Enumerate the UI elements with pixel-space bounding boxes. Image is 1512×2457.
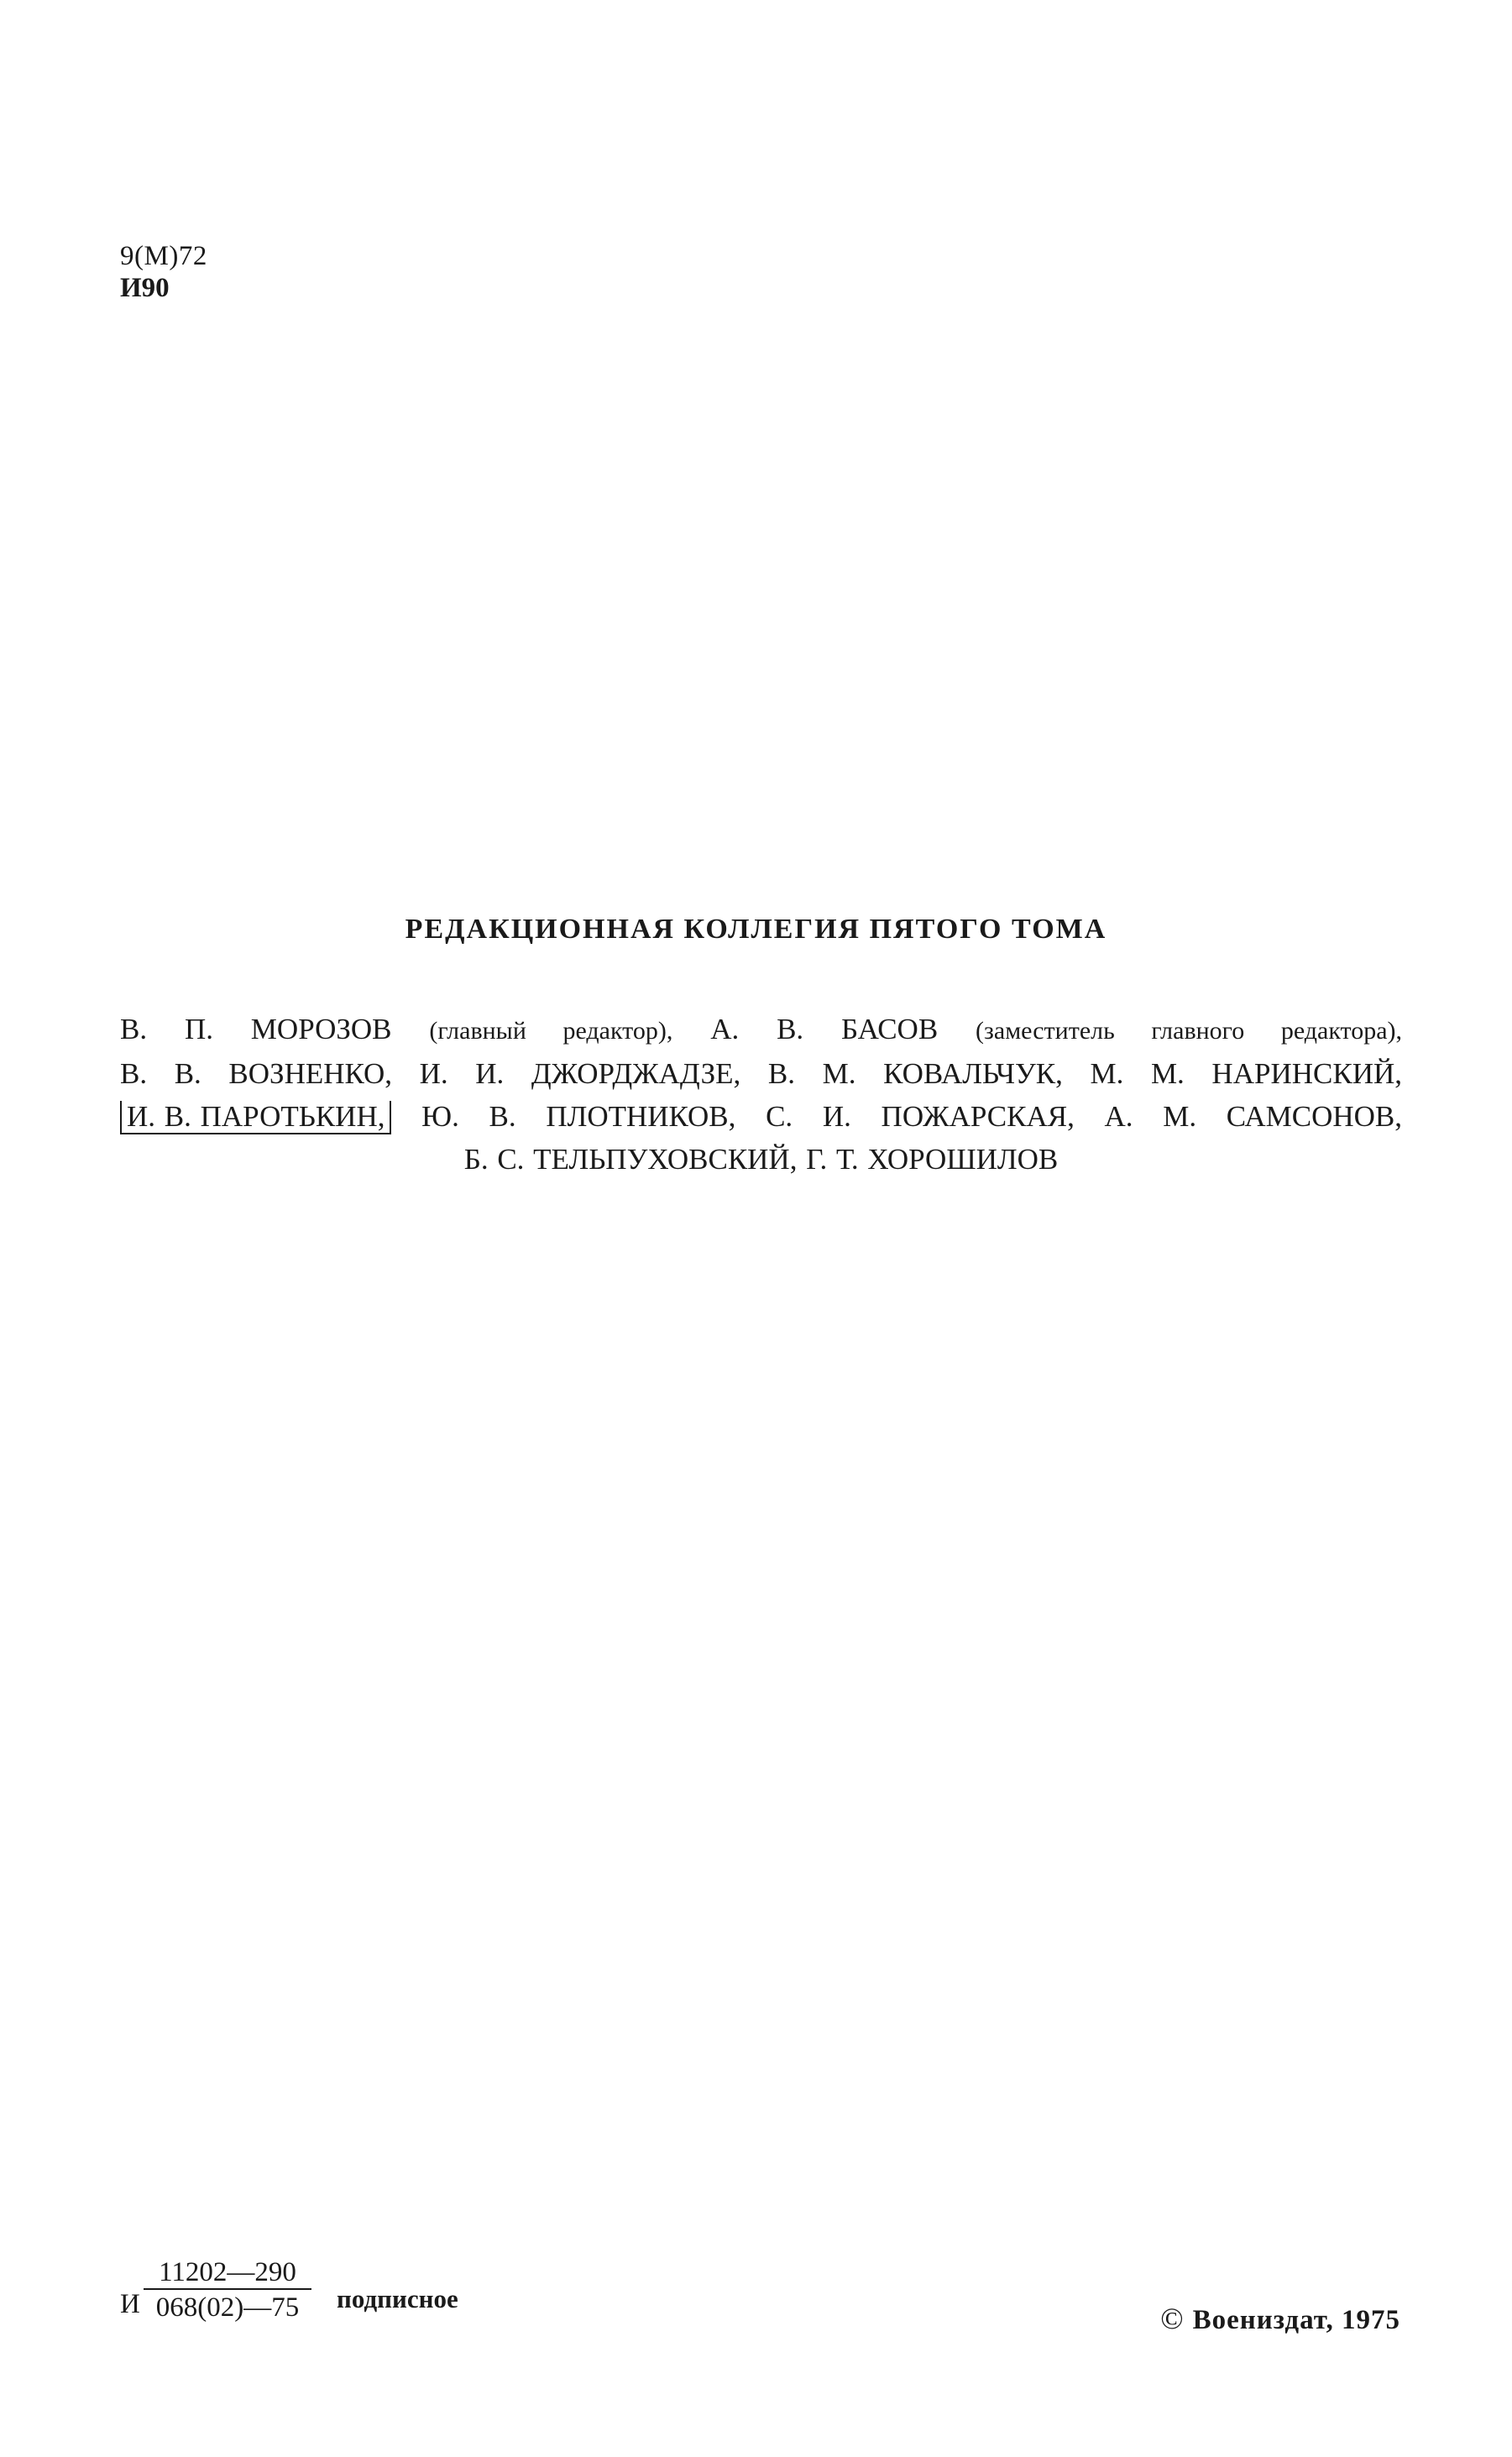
classification-codes (120, 240, 207, 304)
members-line-3-rest: Ю. В. ПЛОТНИКОВ, С. И. ПОЖАРСКАЯ, А. М. САМСОНОВ, (421, 1100, 1403, 1133)
bbk-code: 9(М)72 (120, 241, 207, 271)
editorial-board-title: РЕДАКЦИОННАЯ КОЛЛЕГИЯ ПЯТОГО ТОМА (405, 914, 1107, 945)
members-line-2: В. В. ВОЗНЕНКО, И. И. ДЖОРДЖАДЗЕ, В. М. КОВАЛЬЧУК, М. М. НАРИНСКИЙ, (120, 1057, 1402, 1090)
deputy-editor-name: А. В. БАСОВ (710, 1013, 939, 1045)
author-sign: И90 (120, 273, 170, 303)
index-numerator: 11202—290 (144, 2257, 311, 2290)
members-line-4: Б. С. ТЕЛЬПУХОВСКИЙ, Г. Т. ХОРОШИЛОВ (463, 1143, 1059, 1176)
copyright-text: Воениздат, 1975 (1192, 2305, 1400, 2335)
publication-index (120, 2257, 506, 2341)
deceased-member-frame: И. В. ПАРОТЬКИН, (120, 1101, 391, 1134)
copyright (1160, 2301, 1400, 2336)
chief-editor-name: В. П. МОРОЗОВ (120, 1013, 392, 1045)
index-letter: И (120, 2289, 140, 2319)
index-denominator: 068(02)—75 (155, 2292, 300, 2323)
members-line-1 (120, 1008, 1402, 1052)
copyright-symbol: © (1160, 2302, 1185, 2335)
chief-editor-role: (главный редактор), (429, 1017, 673, 1045)
editorial-board-members (120, 1008, 1402, 1181)
members-line-3 (120, 1095, 1402, 1138)
deputy-editor-role: (заместитель главного редактора), (976, 1017, 1403, 1045)
subscription-label: подписное (337, 2284, 458, 2313)
